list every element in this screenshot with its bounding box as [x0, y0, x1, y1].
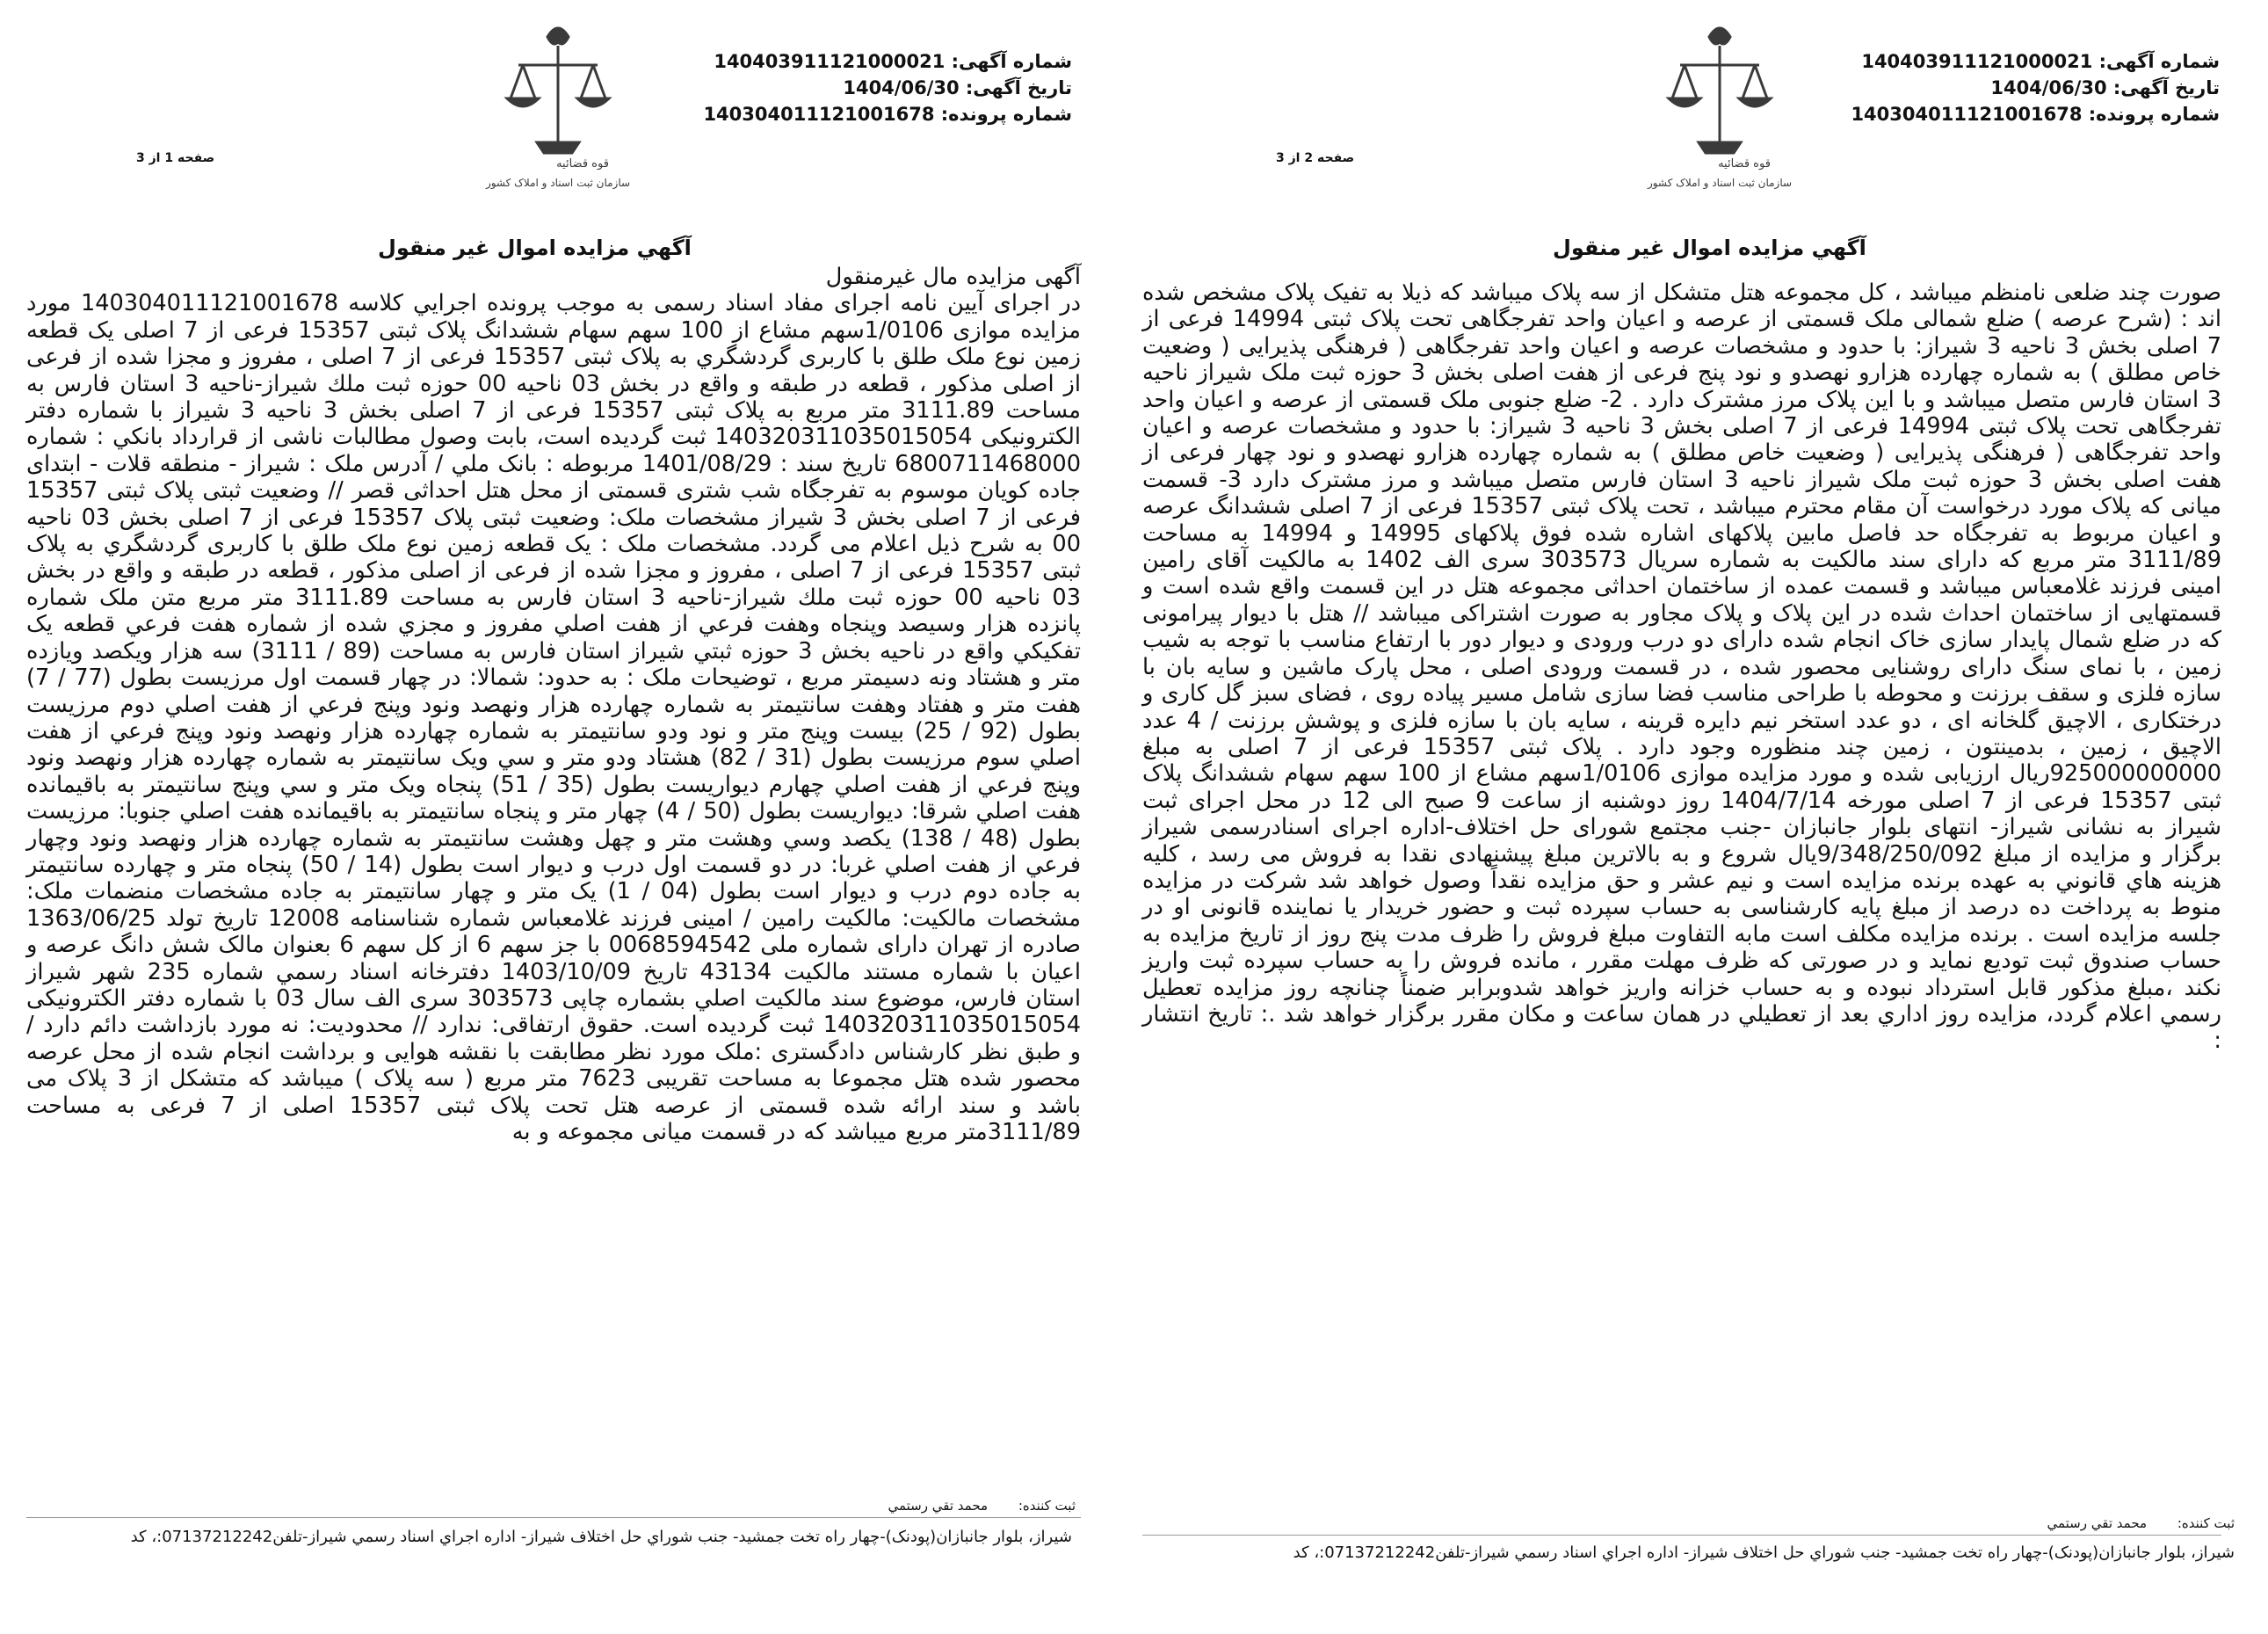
signer-name: محمد تقي رستمي	[888, 1498, 989, 1514]
notice-number-label: شماره آگهی:	[951, 51, 1072, 72]
file-number-label: شماره پرونده:	[940, 104, 1072, 125]
notice-title: آگهي مزايده اموال غير منقول	[1553, 236, 1866, 260]
notice-body-text: صورت چند ضلعی نامنظم میباشد ، کل مجموعه هتل متشکل از سه پلاک میباشد که ذیلا به تفیک پلاک مشخص شده اند : (شرح عرصه ) ضلع شمالی ملک قسمتی از عرصه و اعیان واحد تفرجگاهی تحت پلاک ثبتی 14994 فرعی از 7 اصلی بخش 3 ناحیه 3 شیراز: با حدود و مشخصات عرصه و اعیان واحد تفرجگاهی ( فرهنگی پذیرایی ( وضعیت خاص مطلق ) به شماره چهارده هزارو نهصدو و نود پنج فرعی از هفت اصلی بخش 3 حوزه ثبت ملک شیراز ناحیه 3 استان فارس متصل میباشد و با این پلاک مرز مشترک دارد . 2- ضلع جنوبی ملک قسمتی از عرصه و اعیان واحد تفرجگاهی تحت پلاک ثبتی 14994 فرعی از 7 اصلی بخش 3 ناحیه 3 شیراز: با حدود و مشخصات عرصه و اعیان واحد تفرجگاهی ( فرهنگی پذیرایی ( وضعیت خاص مطلق ) به شماره چهارده هزارو نهصدو و نود چهار فرعی از هفت اصلی بخش 3 حوزه ثبت ملک شیراز ناحیه 3 استان فارس متصل میباشد و مرز مشترک دارد 3- قسمت میانی که پلاک مورد درخواست آن مقام محترم میباشد ، تحت پلاک ثبتی 15357 فرعی از 7 اصلی ششدانگ عرصه و اعیان مربوط به تفرجگاه حد فاصل مابین پلاکهای اشاره شده فوق پلاکهای 14995 و 14994 به مساحت 3111/89 متر مربع که دارای سند مالکیت به شماره سریال 303573 سری الف 1402 به مالکیت آقای رامین امینی فرزند غلامعباس میباشد و قسمت عمده از ساختمان احداثی مجموعه هتل در این قسمت واقع شده است و قسمتهایی از ساختمان احداث شده در این پلاک و پلاک مجاور به صورت اشتراکی میباشد // هتل با دیوار پیرامونی که در ضلع شمال پایدار سازی خاک انجام شده دارای دو درب ورودی و دیوار دور با ارتفاع مناسب با توجه به شیب زمین ، با نمای سنگ دارای روشنایی محصور شده ، در قسمت ورودی اصلی ، محل پارک ماشین و سایه بان با سازه فلزی و سقف برزنت و محوطه با طراحی مناسب فضا سازی شامل مسیر پیاده روی ، فضای سبز گل کاری و درختکاری ، الاچیق گلخانه ای ، دو عدد استخر نیم دایره قرینه ، سایه بان با سازه فلزی و پوشش برزنت / 4 عدد الاچیق ، زمین ، بدمینتون ، زمین چند منظوره وجود دارد . پلاک ثبتی 15357 فرعی از 7 اصلی به مبلغ 925000000000ریال ارزیابی شده و مورد مزایده موازی 1/0106سهم مشاع از 100 سهم سهام ششدانگ پلاک ثبتی 15357 فرعی از 7 اصلی مورخه 1404/7/14 روز دوشنبه از ساعت 9 صبح الی 12 در محل اجرای ثبت شیراز به نشانی شیراز- انتهای بلوار جانبازان -جنب مجتمع شورای حل اختلاف-اداره اجرای اسنادرسمی شیراز برگزار و مزایده از مبلغ 9/348/250/092یال شروع و به بالاترین مبلغ پیشنهادی نقدا به فروش می رسد ، کلیه هزینه هاي قانوني به عهده برنده مزایده است و نیم عشر و حق مزایده نقداً وصول خواهد شد شرکت در مزایده منوط به پرداخت ده درصد از مبلغ پایه کارشناسی به حساب سپرده ثبت و حضور خریدار یا نماینده قانونی او در جلسه مزایده است . برنده مزایده مکلف است مابه التفاوت مبلغ فروش را ظرف مدت پنج روز از تاریخ مزایده به حساب صندوق ثبت تودیع نماید و در صورتی که ظرف مهلت مقرر ، مانده فروش را به حساب سپرده ثبت واریز نکند ،مبلغ مذکور قابل استرداد نبوده و به حساب خزانه واریز خواهد شدوبرابر ضمناً چنانچه روز مزایده تعطیل رسمي اعلام گردد، مزايده روز اداري بعد از تعطيلي در همان ساعت و مكان مقرر برگزار خواهد شد .: تاریخ انتشار :	[1142, 280, 2222, 1055]
emblem-bottom-text: سازمان ثبت اسناد و املاک کشور	[485, 177, 631, 189]
notice-subtitle: آگهی مزایده مال غیرمنقول	[825, 264, 1081, 290]
file-number: 140304011121001678	[703, 104, 935, 125]
signer-label: ثبت کننده:	[2177, 1515, 2235, 1531]
judiciary-emblem-icon	[1641, 11, 1799, 195]
judiciary-emblem-icon	[479, 11, 637, 195]
page-indicator: صفحه 2 از 3	[1276, 151, 1355, 165]
footer-address: شیراز، بلوار جانبازان(پودنک)-چهار راه تخت جمشید- جنب شوراي حل اختلاف شیراز- اداره اجراي اسناد رسمي شیراز-تلفن07137212242:، کد	[130, 1528, 1072, 1546]
notice-date-row	[1851, 75, 2220, 101]
notice-number-label: شماره آگهی:	[2098, 51, 2220, 72]
notice-body	[1142, 280, 2221, 1055]
notice-number-row	[703, 48, 1072, 75]
signer-name: محمد تقي رستمي	[2047, 1515, 2148, 1531]
emblem-top-text: قوه قضائیه	[556, 157, 609, 171]
notice-date-row	[703, 75, 1072, 101]
notice-number-row	[1851, 48, 2220, 75]
file-number-row	[1851, 101, 2220, 127]
notice-page-1	[0, 0, 1109, 1634]
emblem-top-text: قوه قضائیه	[1718, 157, 1771, 171]
emblem-inscription	[1647, 157, 1792, 190]
file-number-row	[703, 101, 1072, 127]
notice-meta	[1851, 48, 2220, 127]
notice-body	[26, 264, 1081, 1145]
notice-body-text: در اجرای آیین نامه اجرای مفاد اسناد رسمی به موجب پرونده اجرايي کلاسه 140304011121001678 مورد مزایده موازی 1/0106سهم مشاع از 100 سهم سهام ششدانگ پلاک ثبتی 15357 فرعی از 7 اصلی یک قطعه زمین نوع ملک طلق با کاربری گردشگري به پلاک ثبتی 15357 فرعی از 7 اصلی ، مفروز و مجزا شده از فرعی از اصلی مذکور ، قطعه در طبقه و واقع در بخش 03 ناحیه 00 حوزه ثبت ملك شيراز-ناحيه 3 استان فارس به مساحت 3111.89 متر مربع به پلاک ثبتی 15357 فرعی از 7 اصلی بخش 3 ناحیه 3 شیراز با شماره دفتر الکترونیکی 140320311035015054 ثبت گردیده است، بابت وصول مطالبات ناشی از قرارداد بانکي : شماره 6800711468000 تاریخ سند : 1401/08/29 مربوطه : بانک ملي / آدرس ملک : شیراز - منطقه قلات - ابتدای جاده کویان موسوم به تفرجگاه شب شتری قسمتی از محل هتل احداثی قصر // وضعیت ثبتی پلاک ثبتی 15357 فرعی از 7 اصلی بخش 3 شیراز مشخصات ملک: وضعیت ثبتی پلاک 15357 فرعی از 7 اصلی بخش 03 ناحیه 00 به شرح ذیل اعلام می گردد. مشخصات ملک : یک قطعه زمین نوع ملک طلق با کاربری گردشگري به پلاک ثبتی 15357 فرعی از 7 اصلی ، مفروز و مجزا شده از فرعی از اصلی مذکور ، قطعه در طبقه و واقع در بخش 03 ناحیه 00 حوزه ثبت ملك شيراز-ناحيه 3 استان فارس به مساحت 3111.89 متر مربع متن ملک شماره پانزده هزار وسیصد وپنجاه وهفت فرعي از هفت اصلي مفروز و مجزي شده از شماره هفت فرعي قطعه يک تفکيکي واقع در ناحيه بخش 3 حوزه ثبتي شيراز استان فارس به مساحت (89 / 3111) سه هزار ويکصد ويازده متر و هشتاد ونه دسيمتر مربع ، توضیحات ملک : به حدود: شمالا: در چهار قسمت اول مرزيست بطول (77 / 7) هفت متر و هفتاد وهفت سانتيمتر به شماره چهارده هزار ونهصد ونود وپنج فرعي از هفت اصلي دوم مرزيست بطول (92 / 25) بيست وپنج متر و نود ودو سانتيمتر به شماره چهارده هزار ونهصد ونود وپنج فرعي از هفت اصلي سوم مرزيست بطول (31 / 82) هشتاد ودو متر و سي ويک سانتيمتر به شماره چهارده هزار ونهصد ونود وپنج فرعي از هفت اصلي چهارم ديواريست بطول (35 / 51) پنجاه ويک متر و سي وپنج سانتيمتر به باقيمانده هفت اصلي شرقا: ديواريست بطول (50 / 4) چهار متر و پنجاه سانتيمتر به باقيمانده هفت اصلي جنوبا: مرزيست بطول (48 / 138) يکصد وسي وهشت متر و چهل وهشت سانتيمتر به شماره چهارده هزار ونهصد ونود وچهار فرعي از هفت اصلي غربا: در دو قسمت اول درب و ديوار است بطول (14 / 50) پنجاه متر و چهارده سانتيمتر به جاده دوم درب و ديوار است بطول (04 / 1) يک متر و چهار سانتيمتر به جاده مشخصات منضمات ملک: مشخصات مالکیت: مالکیت رامین / امینی فرزند غلامعباس شماره شناسنامه 12008 تاریخ تولد 1363/06/25 صادره از تهران دارای شماره ملی 0068594542 با جز سهم 6 از کل سهم 6 بعنوان مالک شش دانگ عرصه و اعیان با شماره مستند مالکیت 43134 تاریخ 1403/10/09 دفترخانه اسناد رسمي شماره 235 شهر شیراز استان فارس، موضوع سند مالکیت اصلي بشماره چاپی 303573 سری الف سال 03 با شماره دفتر الکترونیکی 140320311035015054 ثبت گردیده است. حقوق ارتفاقی: ندارد // محدودیت: نه مورد بازداشت دائم دارد / و طبق نظر کارشناس دادگستری :ملک مورد نظر مطابقت با نقشه هوایی و برداشت انجام شده از محل عرصه محصور شده هتل مجموعا به مساحت تقریبی 7623 متر مربع ( سه پلاک ) میباشد که متشکل از 3 پلاک می باشد و سند ارائه شده قسمتی از عرصه هتل تحت پلاک ثبتی 15357 اصلی از 7 فرعی به مساحت 3111/89متر مربع میباشد که در قسمت میانی مجموعه و به	[26, 290, 1082, 1145]
file-number: 140304011121001678	[1851, 104, 2083, 125]
notice-number: 140403911121000021	[714, 51, 946, 72]
notice-page-2	[1109, 0, 2268, 1634]
notice-date-label: تاریخ آگهی:	[2112, 77, 2220, 98]
emblem-bottom-text: سازمان ثبت اسناد و املاک کشور	[1647, 177, 1793, 189]
file-number-label: شماره پرونده:	[2088, 104, 2220, 125]
notice-date-label: تاریخ آگهی:	[965, 77, 1072, 98]
notice-date: 1404/06/30	[1990, 77, 2107, 98]
signer	[888, 1498, 1076, 1514]
notice-date: 1404/06/30	[843, 77, 960, 98]
emblem-inscription	[485, 157, 630, 190]
signer-label: ثبت کننده:	[1018, 1498, 1076, 1514]
signer	[2047, 1515, 2235, 1531]
footer-divider	[1142, 1535, 2221, 1536]
notice-number: 140403911121000021	[1861, 51, 2093, 72]
footer-address: شیراز، بلوار جانبازان(پودنک)-چهار راه تخت جمشید- جنب شوراي حل اختلاف شیراز- اداره اجراي اسناد رسمي شیراز-تلفن07137212242:، کد	[1293, 1543, 2235, 1562]
notice-title: آگهي مزايده اموال غير منقول	[378, 236, 692, 260]
notice-meta	[703, 48, 1072, 127]
footer-divider	[26, 1517, 1081, 1518]
page-indicator: صفحه 1 از 3	[136, 151, 215, 165]
